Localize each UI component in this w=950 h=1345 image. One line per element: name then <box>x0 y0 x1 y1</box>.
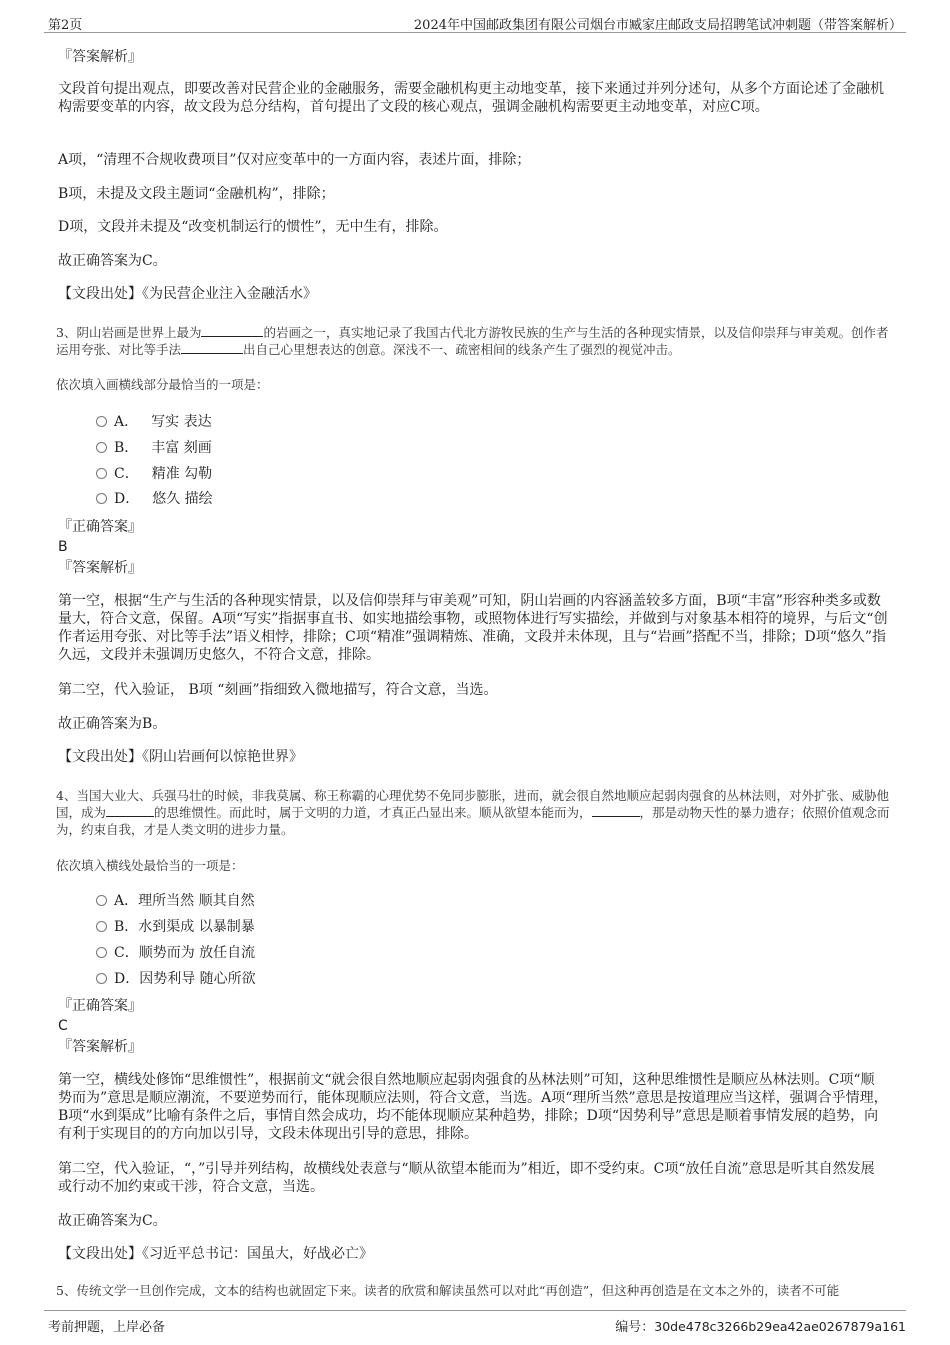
q4-source: 【文段出处】《习近平总书记：国虽大，好战必亡》 <box>58 1246 373 1262</box>
q4-analysis-label: 『答案解析』 <box>58 1039 142 1055</box>
document-title: 2024年中国邮政集团有限公司烟台市臧家庄邮政支局招聘笔试冲刺题（带答案解析） <box>413 18 902 33</box>
q4-analysis-p2: 第二空，代入验证，“，”引导并列结构，故横线处表意与“顺从欲望本能而为”相近，即不受约束。C项“放任自流”意思是听其自然发展或行动不加约束或干涉，符合文意，当选。 <box>58 1161 875 1195</box>
q3-prompt: 依次填入画横线部分最恰当的一项是： <box>56 377 269 392</box>
q3-analysis-label: 『答案解析』 <box>58 560 142 576</box>
q5-stem: 5、传统文学一旦创作完成，文本的结构也就固定下来。读者的欣赏和解读虽然可以对此“再创造”，但这种再创造是在文本之外的，读者不可能 <box>56 1283 840 1298</box>
page-number: 第2页 <box>48 18 83 33</box>
q2-source: 【文段出处】《为民营企业注入金融活水》 <box>58 286 317 302</box>
footer-slogan: 考前押题，上岸必备 <box>48 1320 166 1335</box>
q3-correct-label: 『正确答案』 <box>58 519 142 535</box>
q2-analysis-label: 『答案解析』 <box>58 49 142 65</box>
page-footer <box>44 1310 906 1335</box>
radio-icon[interactable] <box>96 947 107 958</box>
radio-icon[interactable] <box>96 468 107 479</box>
q3-option-b[interactable]: B． 丰富 刻画 <box>96 439 212 457</box>
q3-analysis-p2: 第二空，代入验证， B项 “刻画”指细致入微地描写，符合文意，当选。 <box>58 682 498 698</box>
q4-option-a[interactable]: A．理所当然 顺其自然 <box>96 892 255 910</box>
q4-prompt: 依次填入横线处最恰当的一项是： <box>56 858 244 873</box>
q3-stem: 3、阴山岩画是世界上最为 的岩画之一，真实地记录了我国古代北方游牧民族的生产与生活的各种现实情景，以及信仰崇拜与审美观。创作者运用夸张、对比等手法 出自己心里想表达的创意。深浅不一、疏密相间的线条产生了强烈的视觉冲击。 <box>56 325 889 357</box>
q2-analysis-p3: B项，未提及文段主题词“金融机构”，排除； <box>58 186 335 202</box>
q3-analysis-p1: 第一空，根据“生产与生活的各种现实情景，以及信仰崇拜与审美观”可知，阴山岩画的内容涵盖较多方面，B项“丰富”形容种类多或数量大，符合文意，保留。A项“写实”指据事直书、如实地描绘事物，或照物体进行写实描绘，并做到与对象基本相符的境界，与后文“创作者运用夸张、对比等手法”语义相悖，排除；C项“精准”强调精炼、准确，文段并未体现，且与“岩画”搭配不当，排除；D项“悠久”指久远，文段并未强调历史悠久，不符合文意，排除。 <box>58 593 888 663</box>
q3-blank-2 <box>181 341 243 354</box>
q2-analysis-p2: A项，“清理不合规收费项目”仅对应变革中的一方面内容，表述片面，排除； <box>58 152 531 168</box>
q3-correct-answer: B <box>58 539 68 555</box>
q4-answer-line: 故正确答案为C。 <box>58 1213 167 1229</box>
radio-icon[interactable] <box>96 973 107 984</box>
q3-option-a[interactable]: A． 写实 表达 <box>96 413 212 431</box>
q4-analysis-p1: 第一空，横线处修饰“思维惯性”，根据前文“就会很自然地顺应起弱肉强食的丛林法则”可知，这种思维惯性是顺应丛林法则。C项“顺势而为”意思是顺应潮流，不要逆势而行，能体现顺应法则，符合文意，当选。A项“理所当然”意思是按道理应当这样，强调合乎情理，B项“水到渠成”比喻有条件之后，事情自然会成功，均不能体现顺应某种趋势，排除；D项“因势利导”意思是顺着事情发展的趋势，向有利于实现目的的方向加以引导，文段未体现出引导的意思，排除。 <box>58 1072 888 1142</box>
q2-analysis-p1: 文段首句提出观点，即要改善对民营企业的金融服务，需要金融机构更主动地变革，接下来通过并列分述句，从多个方面论述了金融机构需要变革的内容，故文段为总分结构，首句提出了文段的核心观点，强调金融机构需要更主动地变革，对应C项。 <box>58 81 884 115</box>
q2-answer-line: 故正确答案为C。 <box>58 253 167 269</box>
q4-correct-label: 『正确答案』 <box>58 998 142 1014</box>
q4-option-d[interactable]: D．因势利导 随心所欲 <box>96 970 256 988</box>
q4-option-b[interactable]: B．水到渠成 以暴制暴 <box>96 918 255 936</box>
document-code: 编号：30de478c3266b29ea42ae0267879a161 <box>615 1319 906 1335</box>
radio-icon[interactable] <box>96 895 107 906</box>
q4-blank-1 <box>106 804 154 817</box>
q4-stem: 4、当国大业大、兵强马壮的时候，非我莫属、称王称霸的心理优势不免同步膨胀，进而，就会很自然地顺应起弱肉强食的丛林法则，对外扩张、威胁他国，成为 的思维惯性。而此时，属于文明的力道，才真正凸显出来。顺从欲望本能而为， ，那是动物天性的暴力遗存；依照价值观念而为，约束自我，才是人类文明的进步力量。 <box>56 788 890 837</box>
q3-option-c[interactable]: C． 精准 勾勒 <box>96 465 212 483</box>
q4-correct-answer: C <box>58 1018 68 1034</box>
q3-source: 【文段出处】《阴山岩画何以惊艳世界》 <box>58 749 303 765</box>
q3-answer-line: 故正确答案为B。 <box>58 716 167 732</box>
q3-blank-1 <box>201 324 263 337</box>
q3-option-d[interactable]: D． 悠久 描绘 <box>96 490 213 508</box>
page-header <box>44 10 906 33</box>
q4-blank-2 <box>592 804 640 817</box>
radio-icon[interactable] <box>96 442 107 453</box>
q2-analysis-p4: D项，文段并未提及“改变机制运行的惯性”，无中生有，排除。 <box>58 219 448 235</box>
q4-option-c[interactable]: C．顺势而为 放任自流 <box>96 944 255 962</box>
radio-icon[interactable] <box>96 921 107 932</box>
radio-icon[interactable] <box>96 493 107 504</box>
radio-icon[interactable] <box>96 416 107 427</box>
